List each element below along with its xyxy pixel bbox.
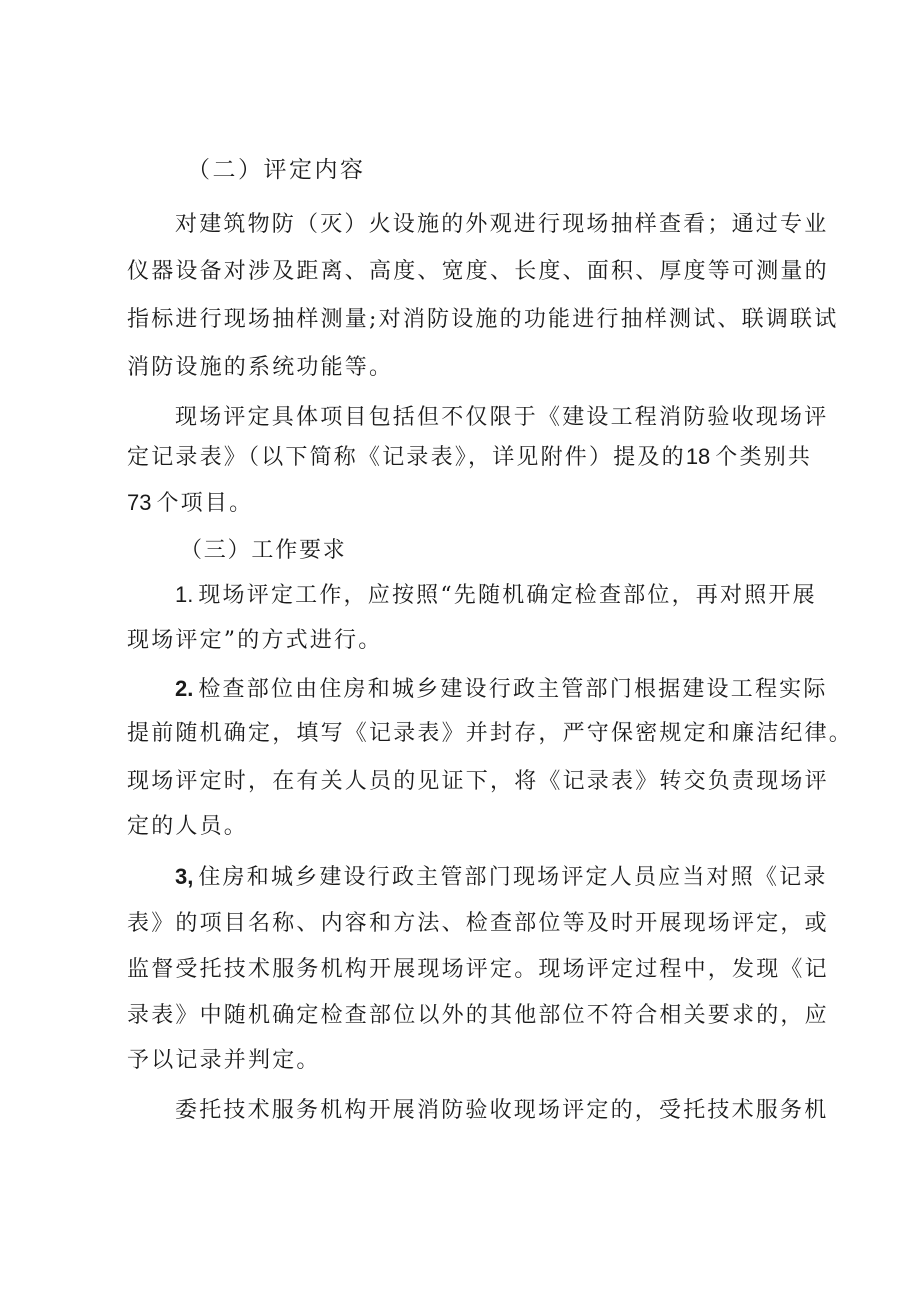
list-item-number: 2. [175,676,194,701]
paragraph-text: 定记录表》（以下简称《记录表》，详见附件）提及的 [127,445,686,470]
paragraph-line: 指标进行现场抽样测量;对消防设施的功能进行抽样测试、联调联试 [127,307,839,332]
list-item-2-line [175,674,828,705]
paragraph-line: 予以记录并判定。 [127,1048,321,1073]
category-count: 18 [685,444,711,469]
paragraph-text: 个类别共 [715,445,813,470]
paragraph-line: 提前随机确定，填写《记录表》并封存，严守保密规定和廉洁纪律。 [127,721,854,746]
paragraph-text: 现场评定工作，应按照“先随机确定检查部位，再对照开展 [198,583,817,608]
paragraph-line-with-count [127,488,817,519]
item-count: 73 [127,490,152,515]
list-item-3-line [175,862,828,893]
paragraph-line: 现场评定具体项目包括但不仅限于《建设工程消防验收现场评 [175,405,829,430]
paragraph-line: 现场评定”的方式进行。 [127,628,383,653]
paragraph-line: 现场评定时，在有关人员的见证下，将《记录表》转交负责现场评 [127,769,829,794]
section-heading-evaluation-content: （二）评定内容 [187,157,366,183]
paragraph-text: 检查部位由住房和城乡建设行政主管部门根据建设工程实际 [198,677,828,702]
paragraph-line: 对建筑物防（灭）火设施的外观进行现场抽样查看；通过专业 [175,212,829,237]
paragraph-line: 仪器设备对涉及距离、高度、宽度、长度、面积、厚度等可测量的 [127,259,829,284]
paragraph-line: 监督受托技术服务机构开展现场评定。现场评定过程中，发现《记 [127,957,829,982]
paragraph-text: 住房和城乡建设行政主管部门现场评定人员应当对照《记录 [198,865,828,890]
list-item-number: 3, [175,864,194,889]
paragraph-line: 消防设施的系统功能等。 [127,355,394,380]
paragraph-text: 个项目。 [156,491,254,516]
paragraph-line: 表》的项目名称、内容和方法、检查部位等及时开展现场评定，或 [127,911,829,936]
list-item-1-line [175,580,817,611]
section-heading-work-requirements: （三）工作要求 [180,538,347,563]
list-item-number: 1. [175,582,194,607]
paragraph-line: 定的人员。 [127,814,249,839]
paragraph-line: 委托技术服务机构开展消防验收现场评定的，受托技术服务机 [175,1098,829,1123]
paragraph-line-with-count [127,442,817,473]
paragraph-line: 录表》中随机确定检查部位以外的其他部位不符合相关要求的，应 [127,1003,829,1028]
